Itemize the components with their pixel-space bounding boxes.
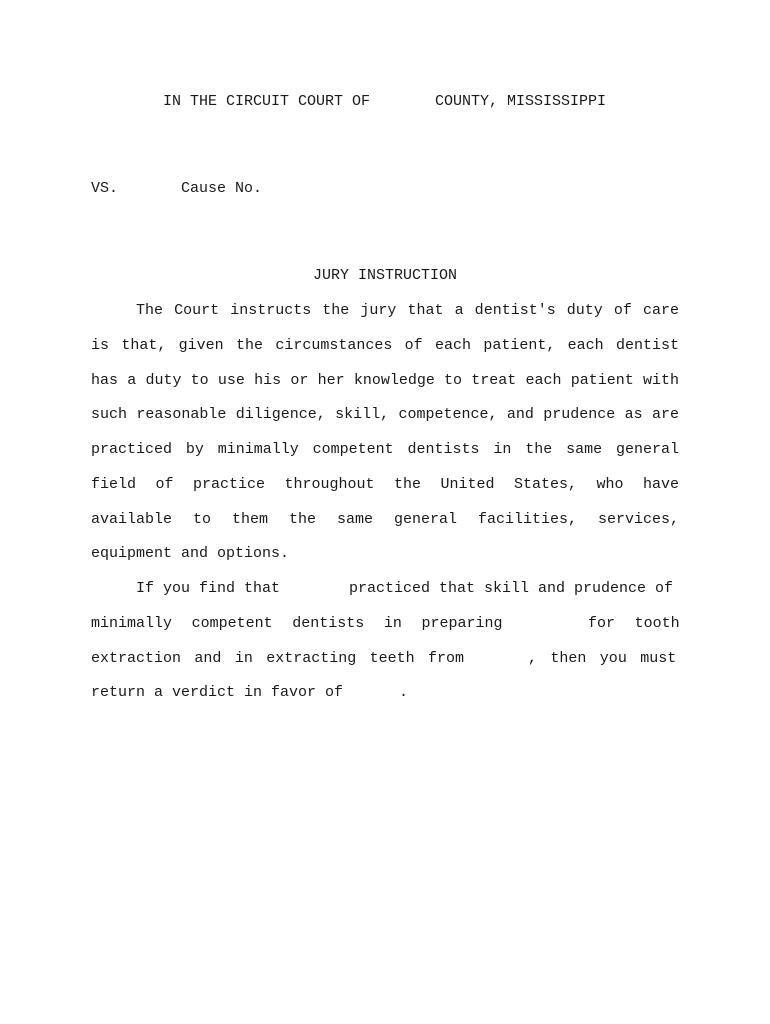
court-heading-right: COUNTY, MISSISSIPPI (435, 93, 607, 110)
paragraph-1-last-line: equipment and options. (91, 545, 290, 562)
paragraph-1-line: available to them the same general facilities, services, (91, 511, 679, 528)
court-heading-left: IN THE CIRCUIT COURT OF (163, 93, 371, 110)
paragraph-2-text: , then you must (528, 650, 677, 667)
paragraph-2-text: minimally competent dentists in preparing (91, 615, 503, 632)
paragraph-1-line: is that, given the circumstances of each patient, each dentist (91, 337, 679, 354)
paragraph-2-text: for tooth (588, 615, 680, 632)
paragraph-2-text: . (399, 684, 409, 701)
paragraph-1-line: has a duty to use his or her knowledge to treat each patient with (91, 372, 679, 389)
paragraph-2-text: extraction and in extracting teeth from (91, 650, 465, 667)
paragraph-1-line: such reasonable diligence, skill, competence, and prudence as are (91, 406, 679, 423)
paragraph-1-line: field of practice throughout the United States, who have (91, 476, 679, 493)
paragraph-2-text: return a verdict in favor of (91, 684, 344, 701)
document-title: JURY INSTRUCTION (313, 267, 458, 284)
paragraph-1-line: The Court instructs the jury that a dentist's duty of care (136, 302, 679, 319)
cause-number-label: Cause No. (181, 180, 263, 197)
paragraph-2-text: practiced that skill and prudence of (349, 580, 674, 597)
versus-label: VS. (91, 180, 119, 197)
paragraph-2-text: If you find that (136, 580, 281, 597)
paragraph-1-line: practiced by minimally competent dentists in the same general (91, 441, 679, 458)
